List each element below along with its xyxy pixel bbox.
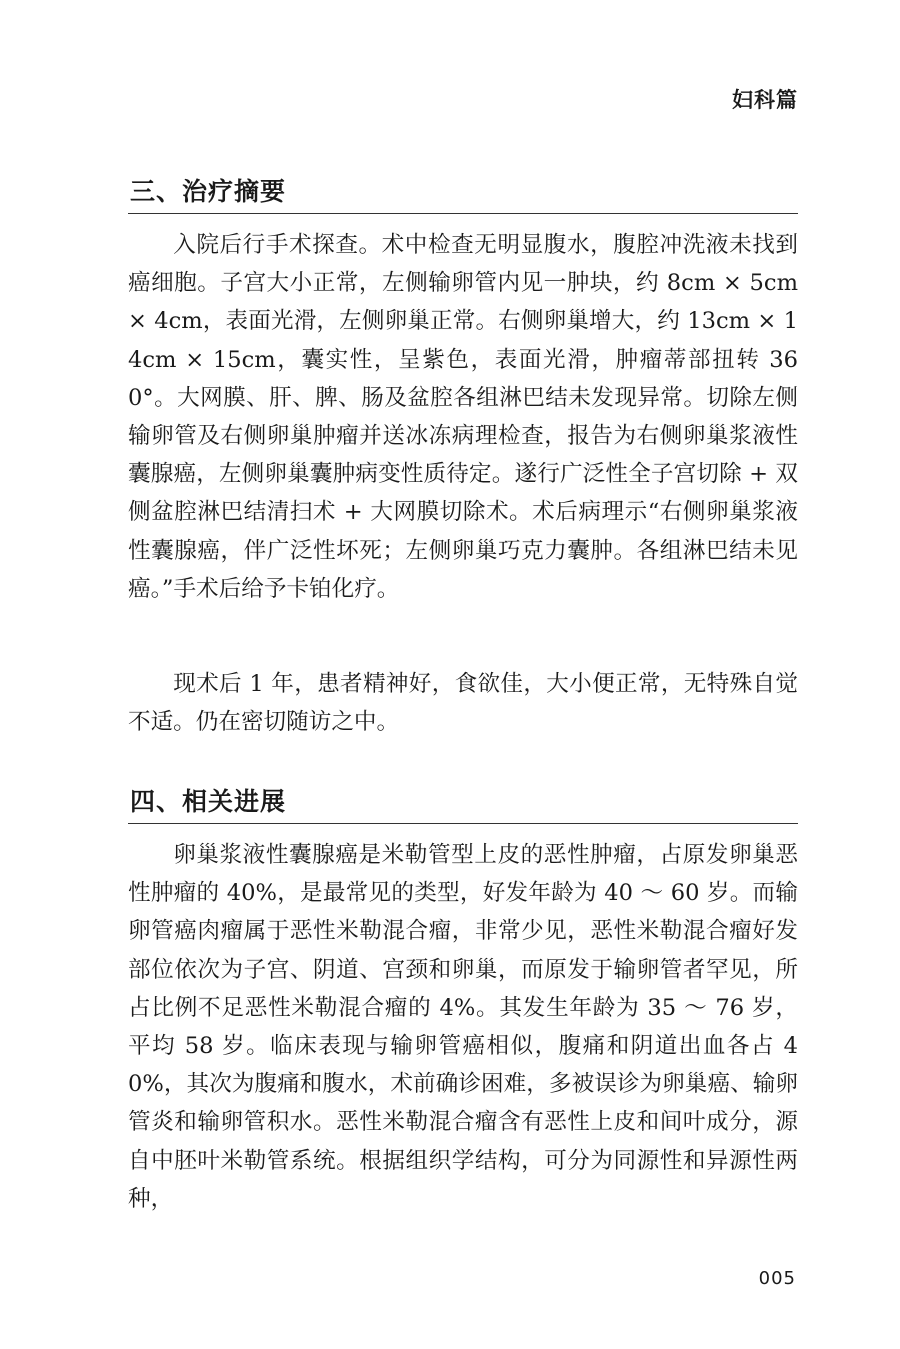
paragraph-progress-1: 卵巢浆液性囊腺癌是米勒管型上皮的恶性肿瘤，占原发卵巢恶性肿瘤的 40%，是最常见的类型，好发年龄为 40 ～ 60 岁。而输卵管癌肉瘤属于恶性米勒混合瘤，非常少见，恶性米勒混合瘤好发部位依次为子宫、阴道、宫颈和卵巢，而原发于输卵管者罕见，所占比例不足恶性米勒混合瘤的 4%。其发生年龄为 35 ～ 76 岁，平均 58 岁。临床表现与输卵管癌相似，腹痛和阴道出血各占 40%，其次为腹痛和腹水，术前确诊困难，多被误诊为卵巢癌、输卵管炎和输卵管积水。恶性米勒混合瘤含有恶性上皮和间叶成分，源自中胚叶米勒管系统。根据组织学结构，可分为同源性和异源性两种， (128, 842, 798, 1212)
page-number: 005 (758, 1268, 796, 1289)
section-title-progress: 四、相关进展 (130, 787, 287, 816)
section-rule-treatment (128, 213, 798, 214)
paragraph-treatment-1: 入院后行手术探查。术中检查无明显腹水，腹腔冲洗液未找到癌细胞。子宫大小正常，左侧输卵管内见一肿块，约 8cm × 5cm × 4cm，表面光滑，左侧卵巢正常。右侧卵巢增大，约 13cm × 14cm × 15cm，囊实性，呈紫色，表面光滑，肿瘤蒂部扭转 360°。大网膜、肝、脾、肠及盆腔各组淋巴结未发现异常。切除左侧输卵管及右侧卵巢肿瘤并送冰冻病理检查，报告为右侧卵巢浆液性囊腺癌，左侧卵巢囊肿病变性质待定。遂行广泛性全子宫切除 + 双侧盆腔淋巴结清扫术 + 大网膜切除术。术后病理示“右侧卵巢浆液性囊腺癌，伴广泛性坏死；左侧卵巢巧克力囊肿。各组淋巴结未见癌。”手术后给予卡铂化疗。 (128, 232, 798, 602)
section-rule-progress (128, 823, 798, 824)
paragraph-treatment-2: 现术后 1 年，患者精神好，食欲佳，大小便正常，无特殊自觉不适。仍在密切随访之中。 (128, 671, 798, 736)
running-header: 妇科篇 (732, 88, 798, 112)
section-title-treatment: 三、治疗摘要 (130, 177, 287, 206)
